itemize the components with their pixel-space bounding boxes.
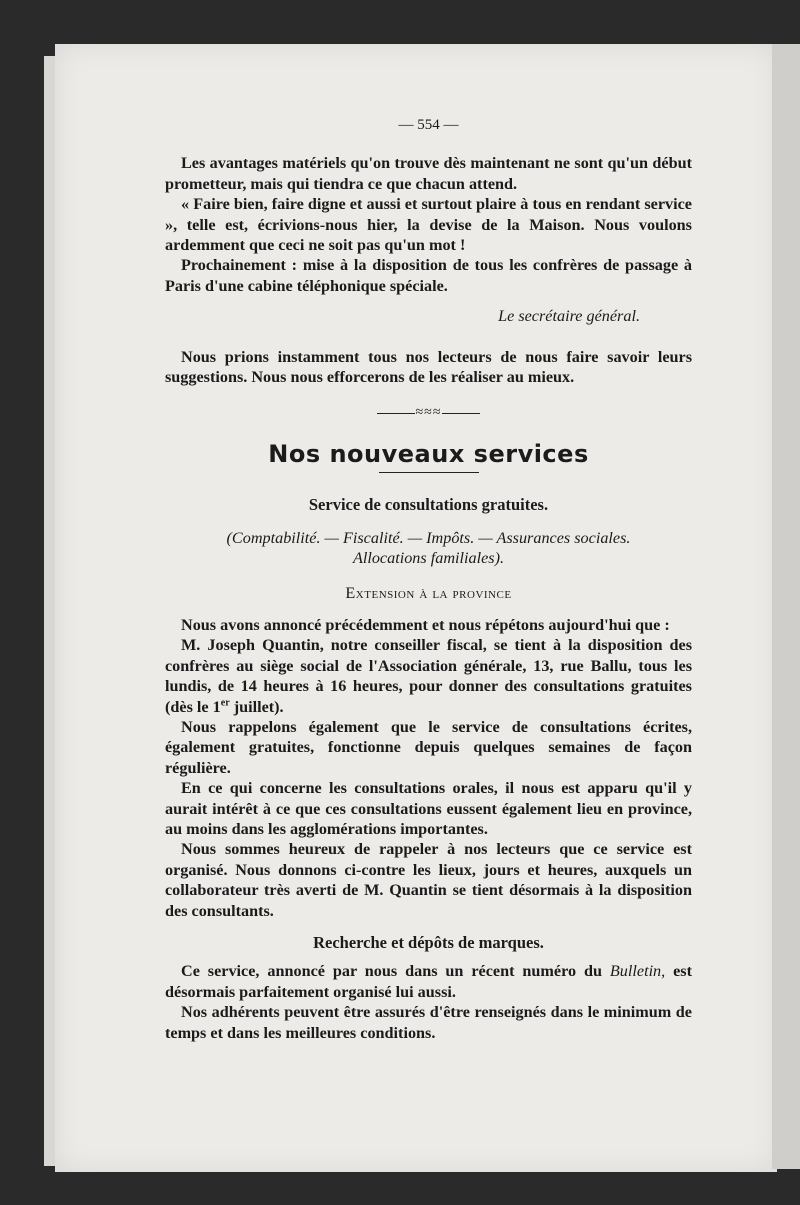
service2-paragraph-2: Nos adhérents peuvent être assurés d'être renseignés dans le minimum de temps et dans les meilleures conditions. — [165, 1003, 692, 1042]
page-content — [165, 115, 692, 1043]
service1-subtitle-line2: Allocations familiales). — [352, 549, 505, 568]
service1-subtitle — [165, 528, 692, 569]
page-right-edge — [772, 44, 800, 1169]
service1-title: Service de consultations gratuites. — [308, 495, 549, 515]
service1-subtitle-line1: (Comptabilité. — Fiscalité. — Impôts. — Assurances sociales. — [226, 528, 631, 547]
ornament-glyph: ≈≈≈ — [415, 405, 442, 421]
page-number: — 554 — — [398, 117, 459, 133]
title-rule — [379, 472, 479, 473]
service1-paragraph-5: Nous sommes heureux de rappeler à nos lecteurs que ce service est organisé. Nous donnons ci-contre les lieux, jours et heures, auxquels un collaborateur très averti de M. Quantin se tient désormais à la disposition des consultants. — [165, 840, 692, 920]
service2-paragraph-1: Ce service, annoncé par nous dans un récent numéro du Bulletin, est désormais parfaitement organisé lui aussi. — [165, 962, 692, 1001]
service2-title: Recherche et dépôts de marques. — [313, 933, 544, 952]
signature: Le secrétaire général. — [498, 307, 640, 326]
service1-paragraph-3: Nous rappelons également que le service de consultations écrites, également gratuites, fonctionne depuis quelques semaines de façon régulière. — [165, 717, 692, 777]
ornament-divider — [165, 403, 692, 423]
intro-paragraph-3: Prochainement : mise à la disposition de tous les confrères de passage à Paris d'une cabine téléphonique spéciale. — [165, 256, 692, 295]
intro-paragraph-2: « Faire bien, faire digne et aussi et surtout plaire à tous en rendant service », telle est, écrivions-nous hier, la devise de la Maison. Nous voulons ardemment que ceci ne soit pas qu'un mot ! — [165, 195, 692, 255]
section-title: Nos nouveaux services — [268, 439, 589, 468]
service1-paragraph-2: M. Joseph Quantin, notre conseiller fiscal, se tient à la disposition des confrères au siège social de l'Association générale, 13, rue Ballu, tous les lundis, de 14 heures à 16 heures, pour donner des consultations gratuites (dès le 1er juillet). — [165, 636, 692, 716]
extension-heading: Extension à la province — [345, 583, 512, 602]
intro-paragraph-4: Nous prions instamment tous nos lecteurs de nous faire savoir leurs suggestions. Nous nous efforcerons de les réaliser au mieux. — [165, 347, 692, 387]
intro-paragraph-1: Les avantages matériels qu'on trouve dès maintenant ne sont qu'un début prometteur, mais qui tiendra ce que chacun attend. — [165, 154, 692, 193]
service1-paragraph-1: Nous avons annoncé précédemment et nous répétons aujourd'hui que : — [181, 615, 670, 634]
service1-paragraph-4: En ce qui concerne les consultations orales, il nous est apparu qu'il y aurait intérêt à ce que ces consultations eussent également lieu en province, au moins dans les agglomérations importantes. — [165, 779, 692, 838]
